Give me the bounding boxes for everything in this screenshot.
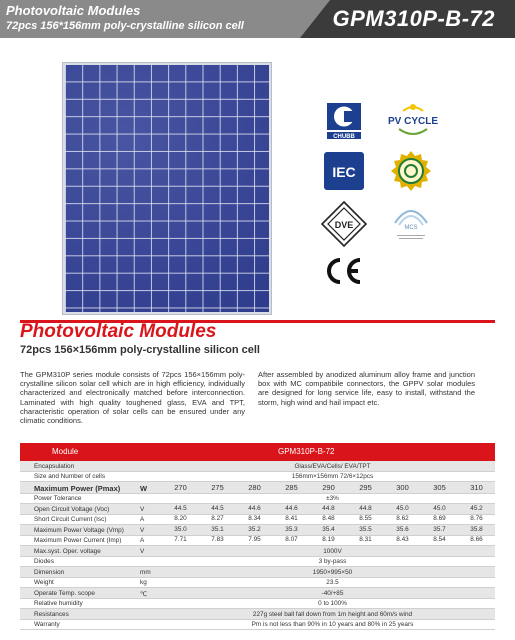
row-label: Resistances: [34, 610, 69, 618]
row-unit: ℃: [140, 590, 148, 598]
row-value-cell: 8.69: [433, 515, 446, 522]
row-value-cell: 8.55: [359, 515, 372, 522]
dve-logo: [320, 200, 368, 248]
row-unit: A: [140, 537, 145, 544]
row-label: Dimension: [34, 568, 65, 576]
row-value-cell: 45.2: [470, 504, 483, 512]
row-label: Maximum Power Current (Imp): [34, 537, 122, 544]
row-value-cell: 295: [359, 483, 372, 492]
section-title: Photovoltaic Modules: [20, 321, 217, 342]
row-label: Short Circuit Current (Isc): [34, 516, 107, 523]
table-body: [20, 461, 495, 630]
row-value-cell: 275: [211, 483, 224, 492]
row-value-cell: 8.48: [322, 515, 335, 522]
spec-table: [20, 443, 495, 630]
table-row: [20, 494, 495, 505]
row-merged-value: 156mm×156mm 72/6×12pcs: [291, 473, 374, 480]
row-label: Warranty: [34, 621, 60, 628]
mcs-logo: [385, 203, 437, 245]
row-value-cell: 8.07: [285, 536, 298, 543]
row-label: Weight: [34, 579, 54, 586]
row-value-cell: 7.71: [174, 536, 187, 543]
row-unit: V: [140, 547, 145, 555]
row-merged-value: Pm is not less than 90% in 10 years and 80% in 25 years: [251, 621, 414, 628]
row-value-cell: 285: [285, 483, 298, 492]
solar-cell-grid: [65, 65, 269, 312]
row-values: [162, 505, 495, 512]
pv-cycle-logo: [385, 103, 441, 141]
row-merged-value: 227g steel ball fall down from 1m height and 60m/s wind: [252, 610, 413, 618]
row-merged-value: 1000V: [323, 547, 342, 555]
row-label: Diodes: [34, 558, 54, 565]
table-row: [20, 620, 495, 631]
row-label: Encapsulation: [34, 462, 75, 470]
row-value-cell: 8.20: [174, 515, 187, 522]
row-merged-value: 3 by-pass: [318, 558, 347, 565]
row-value-cell: 8.76: [470, 515, 483, 522]
header-title: Photovoltaic Modules: [6, 3, 141, 18]
row-value-cell: 305: [433, 483, 446, 492]
table-row: [20, 609, 495, 620]
row-unit: mm: [140, 568, 151, 576]
row-label: Relative humidity: [34, 600, 83, 607]
row-value-cell: 35.7: [433, 525, 446, 533]
row-value-cell: 290: [322, 483, 335, 492]
svg-text:IEC: IEC: [332, 164, 356, 180]
table-row: [20, 482, 495, 494]
svg-text:CHUBB: CHUBB: [333, 134, 355, 140]
row-values: [162, 515, 495, 522]
row-value-cell: 8.41: [285, 515, 298, 522]
description-right: After assembled by anodized aluminum alloy frame and junction box with MC compatibile connectors, the GPPV solar modules are designed for long service life, easy to install, withstand the storm, high wind and hail impact etc.: [258, 370, 475, 407]
row-label: Max.syst. Oper. voltage: [34, 547, 101, 555]
table-row: [20, 504, 495, 515]
header-banner: [0, 0, 515, 38]
row-value-cell: 8.27: [211, 515, 224, 522]
section-subtitle: 72pcs 156×156mm poly-crystalline silicon cell: [20, 344, 260, 356]
description-left: The GPM310P series module consists of 72pcs 156×156mm poly-crystalline silicon solar cell which are in high efficiency, individually characterized and electronically matched before interconnection. Laminated with high quality toughened glass, EVA and TPT, characteristic operation of solar cells can be ensured under any climatic conditions.: [20, 370, 245, 426]
row-values: [162, 536, 495, 543]
row-value-cell: 35.3: [285, 525, 298, 533]
row-unit: kg: [140, 579, 147, 586]
row-merged-value: 1950×995×50: [312, 568, 353, 576]
row-value-cell: 280: [248, 483, 261, 492]
row-value-cell: 300: [396, 483, 409, 492]
table-row: [20, 599, 495, 610]
row-value-cell: 8.54: [433, 536, 446, 543]
row-value-cell: 8.66: [470, 536, 483, 543]
row-unit: A: [140, 516, 145, 523]
table-row: [20, 578, 495, 589]
row-value-cell: 35.8: [470, 525, 483, 533]
table-header-model: GPM310P-B-72: [278, 447, 335, 456]
solar-panel-image: [62, 62, 272, 315]
quality-medal-icon: [390, 150, 432, 192]
table-row: [20, 525, 495, 536]
row-value-cell: 44.8: [322, 504, 335, 512]
table-row: [20, 567, 495, 578]
row-value-cell: 310: [470, 483, 483, 492]
row-value-cell: 8.34: [248, 515, 261, 522]
chubb-logo: [323, 103, 365, 141]
row-value-cell: 44.5: [174, 504, 187, 512]
table-row: [20, 461, 495, 472]
row-value-cell: 8.19: [322, 536, 335, 543]
table-row: [20, 515, 495, 526]
header-subtitle: 72pcs 156*156mm poly-crystalline silicon cell: [6, 20, 244, 32]
row-value-cell: 45.0: [396, 504, 409, 512]
table-row: [20, 472, 495, 483]
table-header: [20, 443, 495, 461]
row-label: Operate Temp. scope: [34, 589, 95, 597]
row-value-cell: 35.6: [396, 525, 409, 533]
row-label: Power Tolerance: [34, 495, 82, 502]
row-value-cell: 44.5: [211, 504, 224, 512]
ce-mark: [323, 256, 365, 286]
table-header-module: Module: [52, 447, 79, 456]
row-merged-value: 23.5: [326, 579, 339, 586]
row-value-cell: 270: [174, 483, 187, 492]
row-values: [162, 483, 495, 492]
row-merged-value: Glass/EVA/Cells/ EVA/TPT: [294, 462, 371, 470]
row-value-cell: 35.5: [359, 525, 372, 533]
row-label: Size and Number of cells: [34, 473, 106, 480]
row-unit: V: [140, 505, 145, 513]
row-label: Open Circuit Voltage (Voc): [34, 505, 110, 513]
row-value-cell: 45.0: [433, 504, 446, 512]
row-merged-value: -40/+85: [321, 589, 344, 597]
iec-logo: [324, 152, 364, 190]
row-merged-value: 0 to 100%: [318, 600, 347, 607]
row-values: [162, 526, 495, 533]
row-unit: V: [140, 526, 145, 534]
row-value-cell: 7.83: [211, 536, 224, 543]
row-value-cell: 44.6: [285, 504, 298, 512]
table-row: [20, 557, 495, 568]
row-value-cell: 44.6: [248, 504, 261, 512]
header-model: GPM310P-B-72: [332, 6, 495, 31]
row-value-cell: 35.4: [322, 525, 335, 533]
svg-text:DVE: DVE: [334, 220, 354, 230]
row-label: Maximum Power Voltage (Vmp): [34, 526, 124, 534]
row-value-cell: 35.0: [174, 525, 187, 533]
table-row: [20, 588, 495, 599]
row-label: Maximum Power (Pmax): [34, 483, 121, 493]
row-value-cell: 8.43: [396, 536, 409, 543]
row-unit: W: [140, 483, 148, 493]
row-merged-value: ±3%: [326, 495, 339, 502]
table-row: [20, 536, 495, 547]
row-value-cell: 35.2: [248, 525, 261, 533]
row-value-cell: 8.31: [359, 536, 372, 543]
row-value-cell: 8.62: [396, 515, 409, 522]
table-row: [20, 546, 495, 557]
row-value-cell: 7.95: [248, 536, 261, 543]
row-value-cell: 44.8: [359, 504, 372, 512]
row-value-cell: 35.1: [211, 525, 224, 533]
svg-text:MCS: MCS: [404, 225, 418, 231]
svg-text:PV CYCLE: PV CYCLE: [387, 116, 439, 127]
